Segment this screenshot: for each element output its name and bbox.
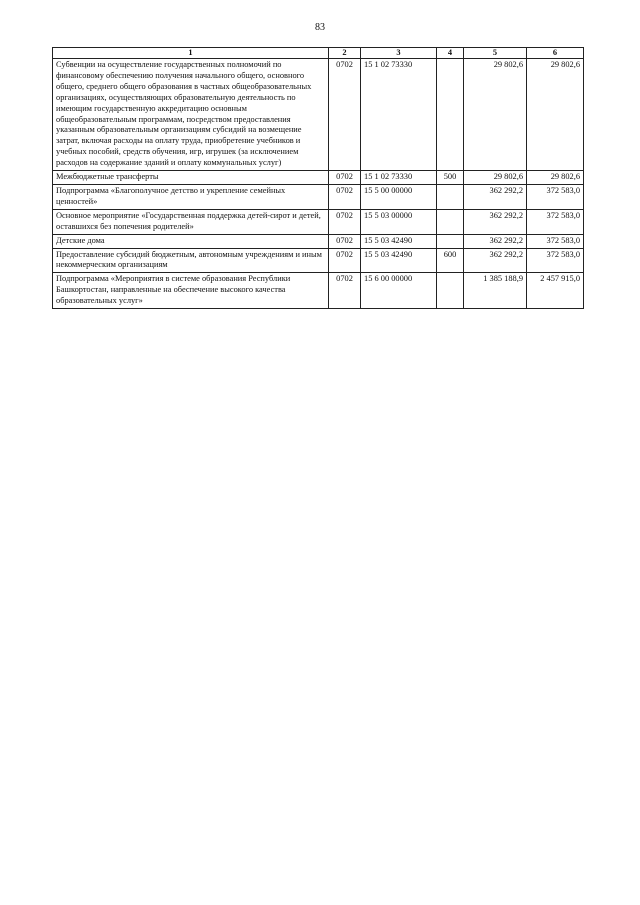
header-row xyxy=(53,48,584,59)
table-body xyxy=(53,59,584,309)
row-amount-1-cell: 362 292,2 xyxy=(464,248,527,273)
table-row xyxy=(53,234,584,248)
row-amount-2-cell: 29 802,6 xyxy=(527,171,584,185)
row-expense-type-cell xyxy=(437,184,464,209)
row-name-cell: Основное мероприятие «Государственная поддержка детей-сирот и детей, оставшихся без попечения родителей» xyxy=(53,209,329,234)
table-row xyxy=(53,209,584,234)
row-name-cell: Предоставление субсидий бюджетным, автономным учреждениям и иным некоммерческим организациям xyxy=(53,248,329,273)
row-amount-1-cell: 362 292,2 xyxy=(464,234,527,248)
column-header-amount-2: 6 xyxy=(527,48,584,59)
row-name-cell: Подпрограмма «Мероприятия в системе образования Республики Башкортостан, направленные на обеспечение высокого качества образовательных услуг» xyxy=(53,273,329,309)
row-section-cell: 0702 xyxy=(329,171,361,185)
column-header-section: 2 xyxy=(329,48,361,59)
row-amount-2-cell: 29 802,6 xyxy=(527,59,584,171)
row-amount-1-cell: 362 292,2 xyxy=(464,184,527,209)
table-header xyxy=(53,48,584,59)
row-target-cell: 15 5 00 00000 xyxy=(361,184,437,209)
budget-table xyxy=(52,47,584,309)
row-expense-type-cell xyxy=(437,234,464,248)
row-section-cell: 0702 xyxy=(329,234,361,248)
column-header-target: 3 xyxy=(361,48,437,59)
row-name-cell: Детские дома xyxy=(53,234,329,248)
row-amount-1-cell: 1 385 188,9 xyxy=(464,273,527,309)
row-amount-2-cell: 372 583,0 xyxy=(527,184,584,209)
row-expense-type-cell xyxy=(437,59,464,171)
row-target-cell: 15 5 03 42490 xyxy=(361,248,437,273)
row-target-cell: 15 1 02 73330 xyxy=(361,59,437,171)
row-amount-1-cell: 362 292,2 xyxy=(464,209,527,234)
row-expense-type-cell xyxy=(437,209,464,234)
row-section-cell: 0702 xyxy=(329,209,361,234)
row-expense-type-cell xyxy=(437,273,464,309)
row-section-cell: 0702 xyxy=(329,248,361,273)
row-target-cell: 15 5 03 42490 xyxy=(361,234,437,248)
column-header-name: 1 xyxy=(53,48,329,59)
column-header-amount-1: 5 xyxy=(464,48,527,59)
row-target-cell: 15 1 02 73330 xyxy=(361,171,437,185)
row-expense-type-cell: 500 xyxy=(437,171,464,185)
page-number: 83 xyxy=(315,22,325,33)
row-amount-2-cell: 372 583,0 xyxy=(527,209,584,234)
row-section-cell: 0702 xyxy=(329,59,361,171)
row-section-cell: 0702 xyxy=(329,273,361,309)
row-expense-type-cell: 600 xyxy=(437,248,464,273)
table-row xyxy=(53,248,584,273)
row-name-cell: Подпрограмма «Благополучное детство и укрепление семейных ценностей» xyxy=(53,184,329,209)
row-amount-2-cell: 372 583,0 xyxy=(527,234,584,248)
row-target-cell: 15 5 03 00000 xyxy=(361,209,437,234)
table-row xyxy=(53,171,584,185)
table-row xyxy=(53,59,584,171)
row-name-cell: Субвенции на осуществление государственных полномочий по финансовому обеспечению получения начального общего, основного общего, среднего общего образования в частных общеобразовательных организациях, осуществляющих образовательную деятельность по имеющим государственную аккредитацию основным общеобразовательным программам, посредством предоставления указанным образовательным организациям субсидий на возмещение затрат, включая расходы на оплату труда, приобретение учебников и учебных пособий, средств обучения, игр, игрушек (за исключением расходов на содержание зданий и оплату коммунальных услуг) xyxy=(53,59,329,171)
row-target-cell: 15 6 00 00000 xyxy=(361,273,437,309)
column-header-expense-type: 4 xyxy=(437,48,464,59)
row-name-cell: Межбюджетные трансферты xyxy=(53,171,329,185)
table-row xyxy=(53,273,584,309)
row-amount-1-cell: 29 802,6 xyxy=(464,171,527,185)
row-amount-2-cell: 2 457 915,0 xyxy=(527,273,584,309)
row-amount-1-cell: 29 802,6 xyxy=(464,59,527,171)
table-row xyxy=(53,184,584,209)
row-section-cell: 0702 xyxy=(329,184,361,209)
row-amount-2-cell: 372 583,0 xyxy=(527,248,584,273)
